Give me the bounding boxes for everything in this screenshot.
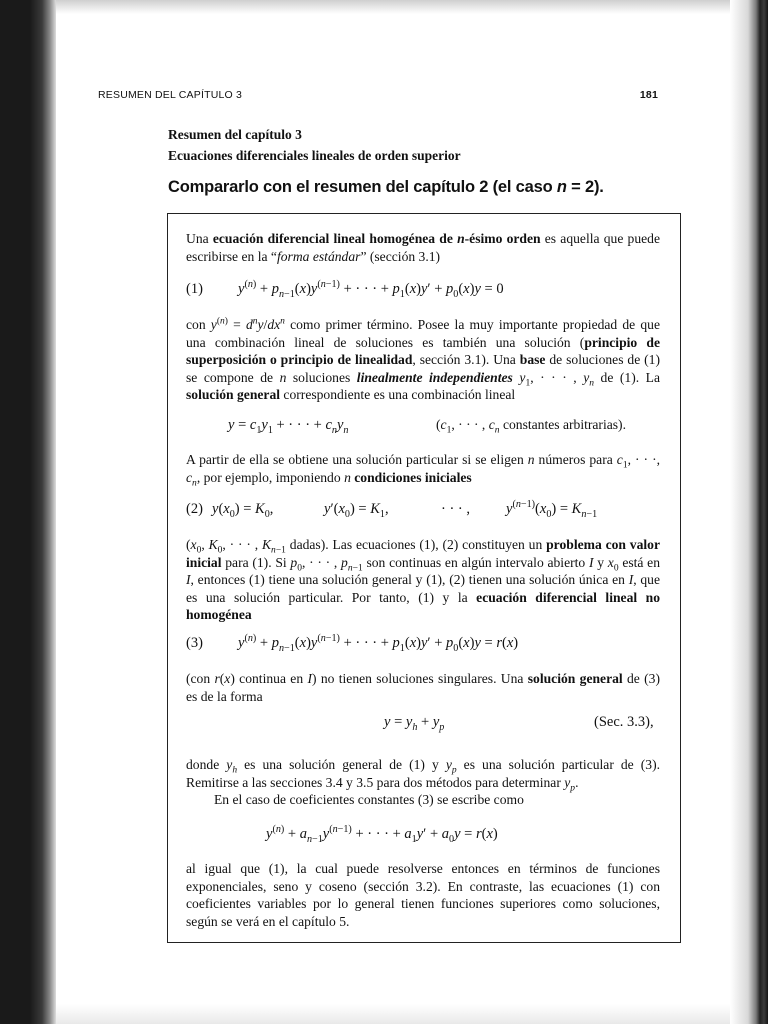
chapter-summary-title	[168, 124, 461, 166]
paragraph-remit: donde $y_h$ es una solución general de (1) y $y_p$ es una solución particular de (3). Remitirse a las secciones 3.4 y 3.5 para dos métodos para determinar $y_p$. En el caso de coeficientes constantes (3) se escribe como	[186, 757, 660, 807]
equation-1-number: (1)	[186, 281, 203, 297]
paragraph-definition: Una ecuación diferencial lineal homogénea de n-ésimo orden es aquella que puede escribirse en la “forma estándar” (sección 3.1)	[186, 231, 660, 264]
page-number: 181	[639, 89, 658, 101]
arbitrary-constants-text: constantes arbitrarias).	[502, 417, 626, 432]
page-top-edge	[56, 0, 768, 14]
chapter-title-line-1: Resumen del capítulo 3	[168, 127, 302, 142]
paragraph-superposition: con $y^{(n)} = d^ny/dx^n$ como primer término. Posee la muy importante propiedad de que una combinación lineal de soluciones es también una solución (principio de superposición o principio de linealidad, sección 3.1). Una base de soluciones de (1) se compone de n soluciones linealmente independientes $y_1$, · · · , $y_n$ de (1). La solución general correspondiente es una combinación lineal	[186, 316, 661, 402]
book-binding-shadow-left	[0, 0, 56, 1024]
paragraph-initial-value-problem: ($x_0$, $K_0$, · · · , $K_{n-1}$ dadas). Las ecuaciones (1), (2) constituyen un problema con valor inicial para (1). Si $p_0$, · · · , $p_{n-1}$ son continuas en algún intervalo abierto I y $x_0$ está en I, entonces (1) tiene una solución general y (1), (2) tienen una solución única en I, que es una solución particular. Por tanto, (1) y la ecuación diferencial lineal no homogénea	[186, 537, 661, 622]
book-binding-shadow-right	[730, 0, 768, 1024]
equation-3-number: (3)	[186, 635, 203, 651]
running-head-title: RESUMEN DEL CAPÍTULO 3	[98, 89, 243, 101]
compare-heading: Compararlo con el resumen del capítulo 2 (el caso n = 2).	[168, 178, 604, 196]
equation-2-number: (2)	[186, 501, 203, 517]
paragraph-general-solution-form: (con r(x) continua en I) no tienen soluciones singulares. Una solución general de (3) es de la forma	[186, 671, 660, 704]
paragraph-closing: al igual que (1), la cual puede resolverse entonces en términos de funciones exponenciales, seno y coseno (sección 3.2). En contraste, las ecuaciones (1) con coeficientes variables por lo general tienen funciones superiores como soluciones, según se verá en el capítulo 5.	[186, 861, 660, 929]
running-head	[98, 89, 658, 101]
chapter-title-line-2: Ecuaciones diferenciales lineales de orden superior	[168, 148, 461, 163]
paragraph-particular-solution: A partir de ella se obtiene una solución particular si se eligen n números para $c_1$, · · ·, $c_n$, por ejemplo, imponiendo n condiciones iniciales	[186, 452, 660, 489]
page-bottom-edge	[56, 1004, 730, 1024]
section-reference: (Sec. 3.3),	[594, 714, 654, 730]
